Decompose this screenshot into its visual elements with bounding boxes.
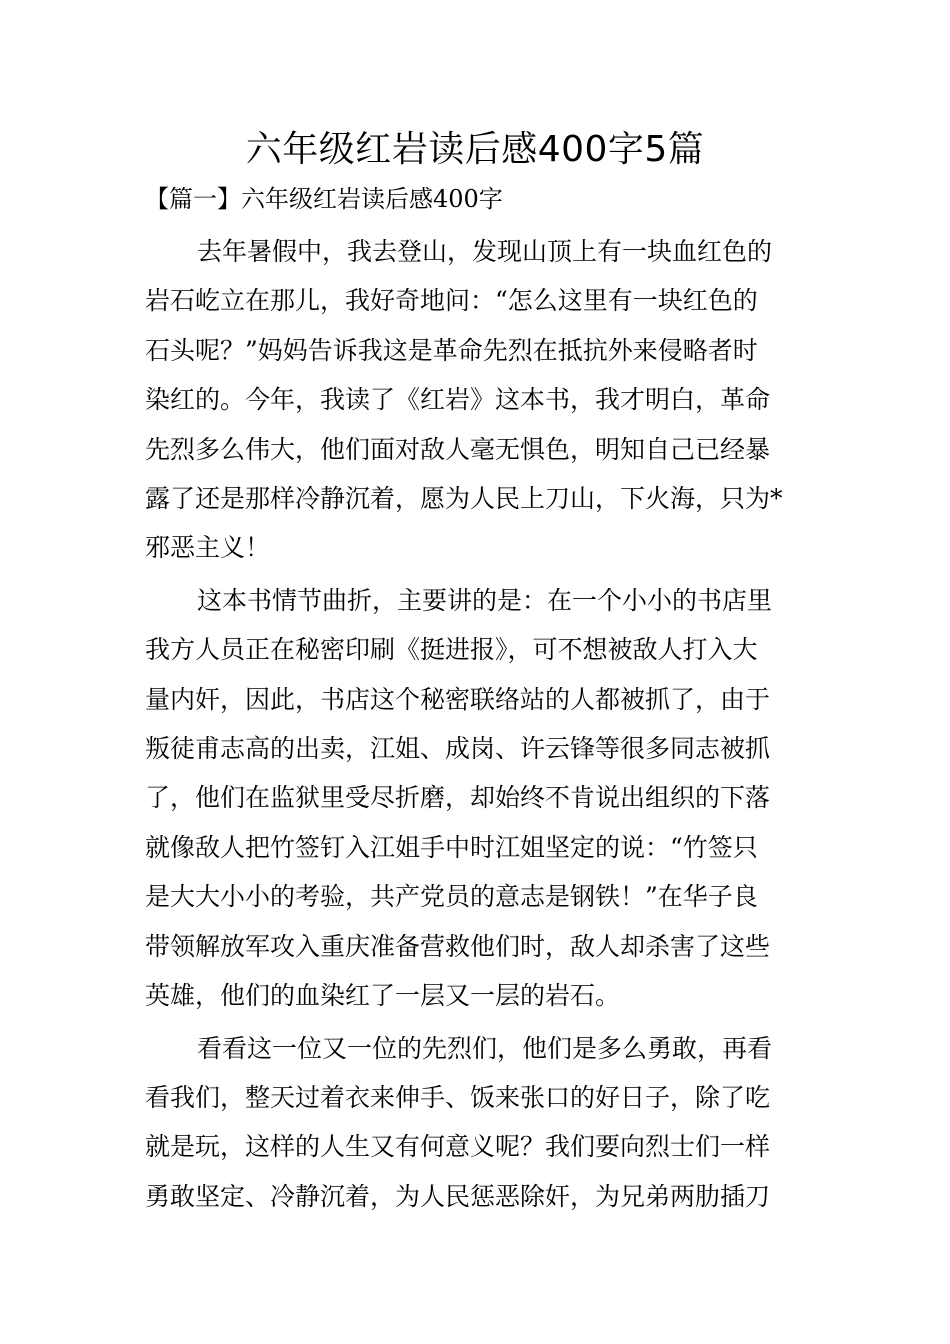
- text-line: 量内奸，因此，书店这个秘密联络站的人都被抓了，由于: [145, 684, 771, 714]
- text-line: 去年暑假中，我去登山，发现山顶上有一块血红色的: [197, 237, 773, 266]
- text-line: 我方人员正在秘密印刷《挺进报》，可不想被敌人打入大: [145, 635, 758, 665]
- text-line: 看我们，整天过着衣来伸手、饭来张口的好日子，除了吃: [145, 1082, 771, 1112]
- paragraph-1: [145, 227, 807, 573]
- section-heading: 【篇一】六年级红岩读后感400字: [145, 185, 503, 213]
- text-line: 邪恶主义！: [145, 533, 271, 563]
- text-line: 叛徒甫志高的出卖，江姐、成岗、许云锋等很多同志被抓: [145, 734, 771, 764]
- text-line: 先烈多么伟大，他们面对敌人毫无惧色，明知自己已经暴: [145, 434, 771, 464]
- text-line: 带领解放军攻入重庆准备营救他们时，敌人却杀害了这些: [145, 931, 771, 961]
- text-line: 英雄，他们的血染红了一层又一层的岩石。: [145, 981, 621, 1011]
- text-line: 了，他们在监狱里受尽折磨，却始终不肯说出组织的下落: [145, 783, 771, 813]
- text-line: 这本书情节曲折，主要讲的是：在一个小小的书店里: [197, 585, 773, 615]
- text-line: 看看这一位又一位的先烈们，他们是多么勇敢，再看: [197, 1033, 773, 1063]
- paragraph-3: [145, 1024, 807, 1222]
- text-line: 是大大小小的考验，共产党员的意志是钢铁！”在华子良: [145, 882, 758, 912]
- document-title: 六年级红岩读后感400字5篇: [245, 129, 705, 170]
- paragraph-2: [145, 576, 807, 1021]
- text-line: 石头呢？”妈妈告诉我这是革命先烈在抵抗外来侵略者时: [145, 335, 758, 365]
- text-line: 勇敢坚定、冷静沉着，为人民惩恶除奸，为兄弟两肋插刀: [145, 1181, 771, 1211]
- text-line: 露了还是那样冷静沉着，愿为人民上刀山，下火海，只为*: [145, 484, 783, 514]
- text-line: 就是玩，这样的人生又有何意义呢？我们要向烈士们一样: [145, 1132, 771, 1162]
- article-body: [145, 227, 807, 1221]
- text-line: 就像敌人把竹签钉入江姐手中时江姐坚定的说：“竹签只: [145, 832, 758, 862]
- text-line: 染红的。今年，我读了《红岩》这本书，我才明白，革命: [145, 385, 771, 415]
- text-line: 岩石屹立在那儿，我好奇地问：“怎么这里有一块红色的: [145, 286, 758, 316]
